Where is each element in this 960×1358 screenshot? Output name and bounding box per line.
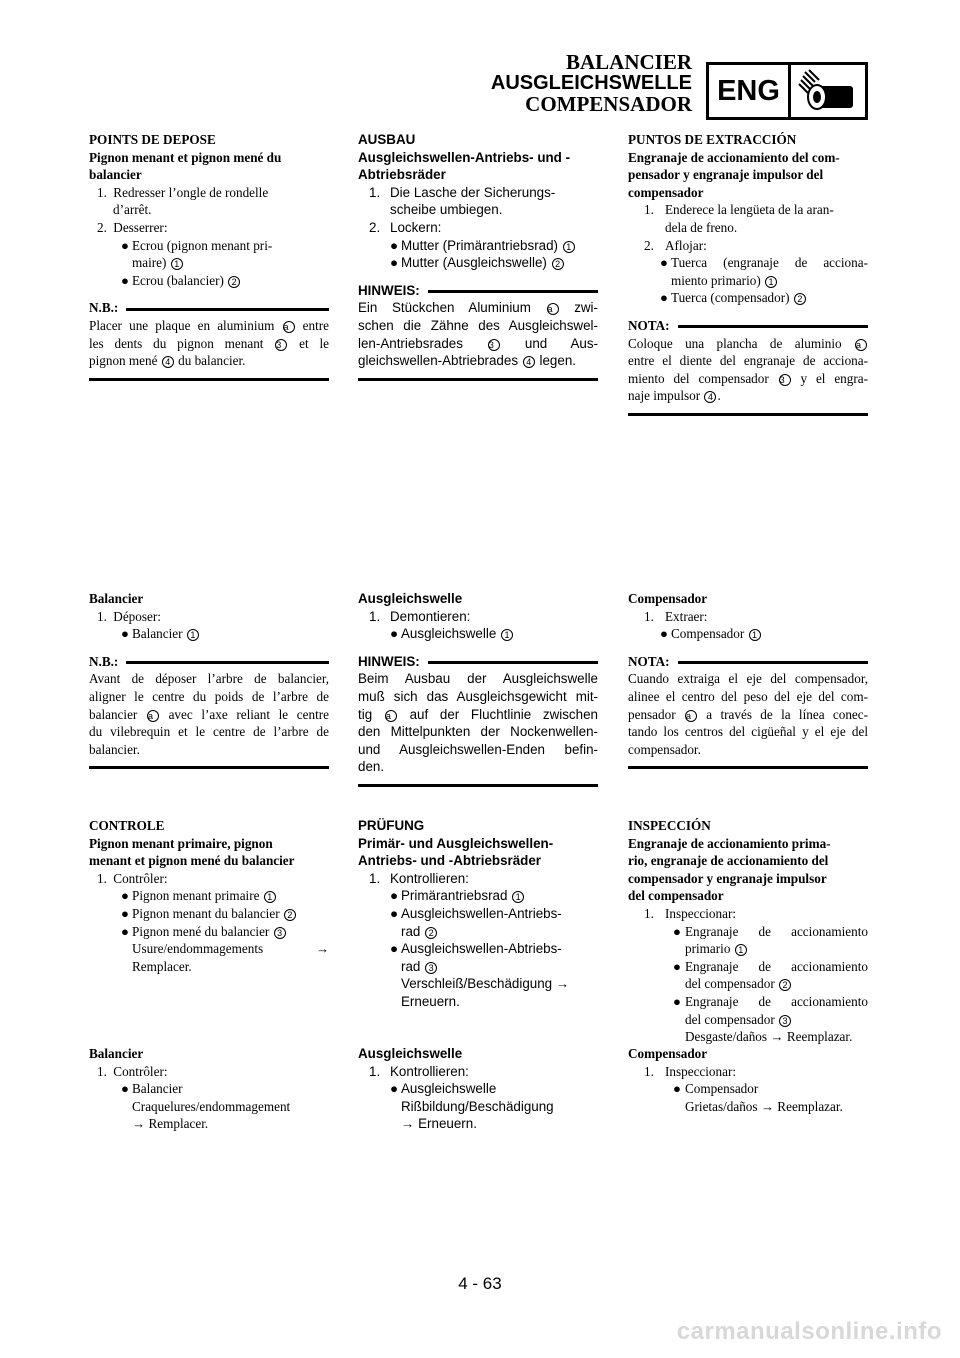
de-s2-step1: 1. Demontieren: [369,608,471,624]
es-s1-title: PUNTOS DE EXTRACCIÓN [628,132,797,147]
de-shaft-check [358,1045,598,1133]
de-s4-result: Rißbildung/Beschädigung [401,1098,554,1114]
fr-s3-title: CONTROLE [89,818,165,833]
fr-s4-result: Craquelures/endommagement [132,1098,291,1114]
de-s3-result-2: Erneuern. [401,993,460,1009]
de-s3-subtitle-2: Antriebs- und -Abtriebsräder [358,853,542,869]
es-inspection-section [628,817,868,1046]
es-shaft-removal [628,590,868,769]
fr-s2-title: Balancier [89,591,144,606]
fr-s1-bullet1: ● Ecrou (pignon menant pri- [121,237,273,253]
de-s1-bullet2: ● Mutter (Ausgleichswelle) 2 [358,254,598,272]
es-s2-step1: 1. Extraer: [644,608,708,624]
title-fr: BALANCIER [565,50,692,74]
watermark: carmanualsonline.info [676,1318,942,1345]
fr-s3-subtitle: Pignon menant primaire, pignon [89,835,273,851]
de-s1-step2: 2. Lockern: [369,219,442,235]
es-s1-bullet1: ● Tuerca (engranaje de acciona- [660,255,868,271]
de-s3-bullet3: ● Ausgleichswellen-Abtriebs- [390,941,562,957]
de-s4-title: Ausgleichswelle [358,1046,463,1061]
es-s3-bullet2-cont: del compensador 2 [628,975,868,993]
es-s3-bullet1: ● Engranaje de accionamiento [673,923,868,939]
fr-s3-bullet1: ● Pignon menant primaire 1 [89,887,329,905]
de-s1-note: Ein Stückchen Aluminium a zwi- schen die Zähne des Ausgleichswel- len-Antriebsrades 3 und Aus- gleichswellen-Abtriebrades 4 legen. [358,300,598,369]
fr-inspection-section [89,817,329,975]
de-s3-subtitle: Primär- und Ausgleichswellen- [358,835,554,851]
es-s3-result: Desgaste/daños → Reemplazar. [685,1029,853,1045]
eng-badge [706,62,868,120]
fr-s4-result-2: → Remplacer. [132,1116,209,1132]
de-s1-title: AUSBAU [358,132,416,147]
de-s4-result-2: → Erneuern. [401,1116,477,1132]
es-shaft-check [628,1045,868,1115]
es-s2-title: Compensador [628,591,708,606]
de-s4-bullet1: ● Ausgleichswelle [390,1081,497,1097]
es-s1-note-end [628,413,868,416]
fr-s1-note: Placer une plaque en aluminium a entre les dents du pignon menant 3 et le pignon mené 4 du balancier. [89,317,330,369]
es-removal-section [628,131,868,416]
de-s3-bullet2: ● Ausgleichswellen-Antriebs- [390,905,562,921]
page-number: 4 - 63 [458,1274,502,1293]
es-s3-bullet3-cont: del compensador 3 [628,1011,868,1029]
fr-balancier-check [89,1045,329,1133]
callout-2: 2 [228,276,240,288]
es-s2-bullet1: ● Compensador 1 [628,625,868,643]
es-s3-subtitle: Engranaje de accionamiento prima- [628,835,831,851]
es-s1-subtitle: Engranaje de accionamiento del com- [628,149,840,165]
fr-s1-title: POINTS DE DEPOSE [89,132,216,147]
fr-s4-title: Balancier [89,1046,144,1061]
de-s1-bullet1: ● Mutter (Primärantriebsrad) 1 [358,237,598,255]
de-s1-note-head: HINWEIS: [358,282,598,300]
de-s1-step1-cont: scheibe umbiegen. [390,202,503,218]
fr-s2-step1: 1. Déposer: [97,608,161,624]
es-s3-subtitle-2: rio, engranaje de accionamiento del [628,853,829,869]
es-s4-result: Grietas/daños → Reemplazar. [685,1098,843,1114]
es-s3-bullet3: ● Engranaje de accionamiento [673,993,868,1009]
de-removal-section [358,131,598,381]
de-s3-title: PRÜFUNG [358,818,425,833]
fr-s1-bullet1-cont: maire) 1 [89,254,329,272]
de-s3-bullet1: ● Primärantriebsrad 1 [358,887,598,905]
es-s1-step2: 2. Aflojar: [644,237,707,253]
fr-s1-note-end [89,378,329,381]
fr-s3-subtitle-2: menant et pignon mené du balancier [89,853,295,869]
es-s1-step1: 1. Enderece la lengüeta de la aran- [644,202,834,218]
es-s1-subtitle-2: pensador y engranaje impulsor del [628,167,824,183]
es-s3-step1: 1. Inspeccionar: [644,905,737,921]
callout-a: a [283,321,295,333]
fr-s2-bullet1: ● Balancier 1 [89,625,329,643]
fr-s3-bullet3: ● Pignon mené du balancier 3 [89,923,329,941]
de-s1-note-end [358,378,598,381]
engine-wrench-icon [791,65,865,117]
fr-s1-step1-cont: d’arrêt. [113,202,152,218]
fr-s3-result-2: Remplacer. [132,958,192,974]
de-s2-note: Beim Ausbau der Ausgleichswelle muß sich das Ausgleichsgewicht mit- tig a auf der Fluchtlinie zwischen den Mittelpunkten der Nockenwellen- und Ausgleichswellen-Enden befin- den. [358,671,598,775]
es-s1-subtitle-3: compensador [628,184,704,200]
de-s2-title: Ausgleichswelle [358,591,463,606]
es-s3-bullet1-cont: primario 1 [628,940,868,958]
fr-s1-step2: 2. Desserrer: [97,219,168,235]
fr-s1-step1: 1. Redresser l’ongle de rondelle [97,184,269,200]
es-s1-bullet1-cont: miento primario) 1 [628,272,868,290]
de-s2-note-end [358,784,598,787]
eng-label: ENG [709,65,791,117]
es-s3-subtitle-3: compensador y engranaje impulsor [628,870,827,886]
es-s1-step1-cont: dela de freno. [665,219,738,235]
es-s2-note-head: NOTA: [628,653,868,671]
fr-s3-step1: 1. Contrôler: [97,870,168,886]
de-s1-subtitle: Ausgleichswellen-Antriebs- und - [358,149,571,165]
de-inspection-section [358,817,598,1011]
fr-s1-note-head: N.B.: [89,299,329,317]
de-shaft-removal [358,590,598,787]
de-s1-step1: 1. Die Lasche der Sicherungs- [369,184,556,200]
de-s3-bullet3-cont: rad 3 [358,958,598,976]
es-s4-bullet1: ● Compensador [673,1081,759,1097]
fr-s1-bullet2: ● Ecrou (balancier) 2 [89,272,329,290]
es-s1-note: Coloque una plancha de aluminio a entre el diente del engranaje de acciona- miento del compensador 3 y el engra- naje impulsor 4 . [628,335,868,404]
fr-s4-step1: 1. Contrôler: [97,1063,168,1079]
fr-s2-note-end [89,766,329,769]
fr-s4-bullet1: ● Balancier [121,1081,183,1097]
de-s2-bullet1: ● Ausgleichswelle 1 [358,625,598,643]
title-de: AUSGLEICHSWELLE [490,72,692,94]
es-s1-note-head: NOTA: [628,317,868,335]
es-s2-note-end [628,766,868,769]
es-s4-step1: 1. Inspeccionar: [644,1063,737,1079]
title-es: COMPENSADOR [525,92,692,116]
fr-s1-subtitle-2: balancier [89,167,142,183]
es-s3-subtitle-4: del compensador [628,888,724,904]
de-s3-bullet2-cont: rad 2 [358,923,598,941]
callout-1: 1 [171,258,183,270]
section-titles [491,52,692,115]
fr-s2-note: Avant de déposer l’arbre de balancier, aligner le centre du poids de l’arbre de balancier a avec l’axe reliant le centre du vilebrequin et le centre de l’arbre de balancier. [89,671,329,757]
es-s2-note: Cuando extraiga el eje del compensador, alinee el centro del peso del eje del com- pensador a a través de la línea conec- tando los centros del cigüeñal y el eje del compensador. [628,671,869,757]
fr-removal-section [89,131,329,381]
es-s3-bullet2: ● Engranaje de accionamiento [673,958,868,974]
fr-s1-subtitle: Pignon menant et pignon mené du [89,149,282,165]
de-s1-subtitle-2: Abtriebsräder [358,167,446,183]
de-s2-note-head: HINWEIS: [358,653,598,671]
es-s1-bullet2: ● Tuerca (compensador) 2 [628,289,868,307]
fr-s2-note-head: N.B.: [89,653,329,671]
de-s3-result: Verschleiß/Beschädigung → [401,976,570,992]
de-s3-step1: 1. Kontrollieren: [369,870,469,886]
es-s3-title: INSPECCIÓN [628,818,711,833]
de-s4-step1: 1. Kontrollieren: [369,1063,469,1079]
es-s4-title: Compensador [628,1046,708,1061]
fr-balancier-removal [89,590,329,769]
fr-s3-result: Usure/endommagements → [132,941,329,957]
fr-s3-bullet2: ● Pignon menant du balancier 2 [89,905,329,923]
